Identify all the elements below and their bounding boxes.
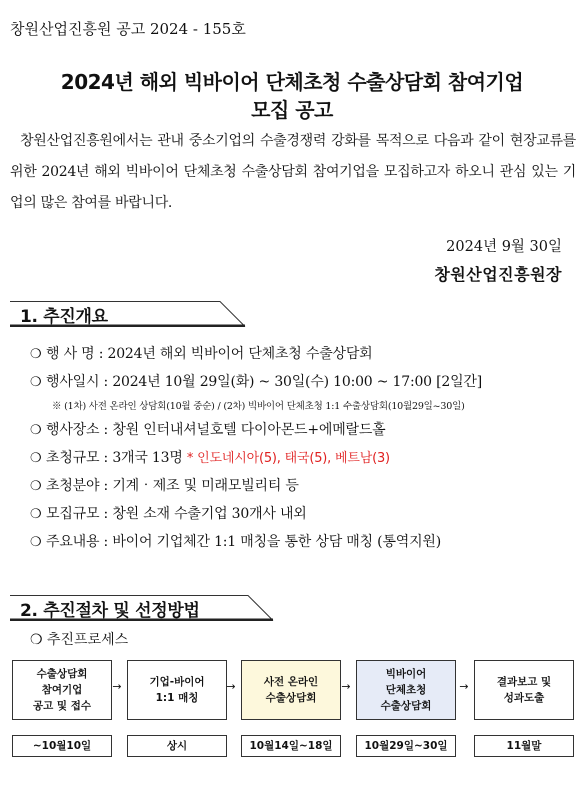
invited-countries-highlight: * 인도네시아(5), 태국(5), 베트남(3) [186,451,390,466]
process-step-buyer-meeting [356,660,456,720]
section1-heading [10,301,246,327]
overview-item-text: 행사일시 : 2024년 10월 29일(화) ~ 30일(수) 10:00 ~ 17:00 [2일간] [46,374,483,390]
overview-item-field [30,475,299,495]
overview-item-event-date [30,371,482,391]
section1-heading-text: 1. 추진개요 [20,307,108,327]
document-title-line2: 모집 공고 [251,98,333,122]
process-step-online-meeting [241,660,341,720]
process-period-result-report: 11월말 [474,735,574,757]
overview-item-venue [30,419,386,439]
process-period-buyer-meeting: 10월29일~30일 [356,735,456,757]
bullet-icon: ❍ [30,375,42,390]
bullet-icon: ❍ [30,507,42,522]
process-period-matching: 상시 [127,735,227,757]
overview-item-text: 행 사 명 : 2024년 해외 빅바이어 단체초청 수출상담회 [46,346,373,362]
overview-item-text: 모집규모 : 창원 소재 수출기업 30개사 내외 [46,506,307,522]
overview-item-text: 초청분야 : 기계‧제조 및 미래모빌리티 등 [46,478,299,494]
process-step-label: 결과보고 및 성과도출 [496,676,552,704]
arrow-right-icon: → [341,680,351,693]
overview-item-text: 주요내용 : 바이어 기업체간 1:1 매칭을 통한 상담 매칭 (통역지원) [46,534,441,550]
bullet-icon: ❍ [30,423,42,438]
document-title-line1: 2024년 해외 빅바이어 단체초청 수출상담회 참여기업 [60,70,524,94]
section2-heading-text: 2. 추진절차 및 선정방법 [20,601,200,621]
arrow-right-icon: → [226,680,236,693]
overview-item-event-name [30,343,373,363]
process-step-label: 사전 온라인 수출상담회 [263,676,319,704]
process-period-online-meeting: 10월14일~18일 [241,735,341,757]
arrow-right-icon: → [459,680,469,693]
intro-paragraph [10,126,576,219]
overview-item-recruit-scale [30,503,307,523]
process-period-announcement: ~10월10일 [12,735,112,757]
overview-item-scale [30,447,390,467]
section2-heading [10,595,274,621]
overview-item-content [30,531,441,551]
process-step-label: 수출상담회 참여기업 공고 및 접수 [32,668,92,712]
issuing-organization: 창원산업진흥원장 [434,265,562,284]
bullet-icon: ❍ [30,479,42,494]
overview-item-text: 행사장소 : 창원 인터내셔널호텔 다이아몬드+에메랄드홀 [46,422,386,438]
arrow-right-icon: → [112,680,122,693]
process-step-matching [127,660,227,720]
process-step-label: 기업-바이어 1:1 매칭 [149,676,205,704]
bullet-icon: ❍ [30,347,42,362]
schedule-note: ※ (1차) 사전 온라인 상담회(10월 중순) / (2차) 빅바이어 단체초청 1:1 수출상담회(10월29일~30일) [52,401,465,412]
process-step-announcement [12,660,112,720]
bullet-icon: ❍ [30,451,42,466]
process-label: ❍ 추진프로세스 [30,632,129,648]
notice-number: 창원산업진흥원 공고 2024 - 155호 [10,20,246,38]
bullet-icon: ❍ [30,535,42,550]
process-step-result-report [474,660,574,720]
process-step-label: 빅바이어 단체초청 수출상담회 [380,668,432,712]
notice-date: 2024년 9월 30일 [446,239,562,255]
intro-text: 창원산업진흥원에서는 관내 중소기업의 수출경쟁력 강화를 목적으로 다음과 같이 현장교류를 위한 2024년 해외 빅바이어 단체초청 수출상담회 참여기업을 모집하고자 하오니 관심 있는 기업의 많은 참여를 바랍니다. [10,133,576,211]
overview-item-text: 초청규모 : 3개국 13명 [46,450,187,466]
